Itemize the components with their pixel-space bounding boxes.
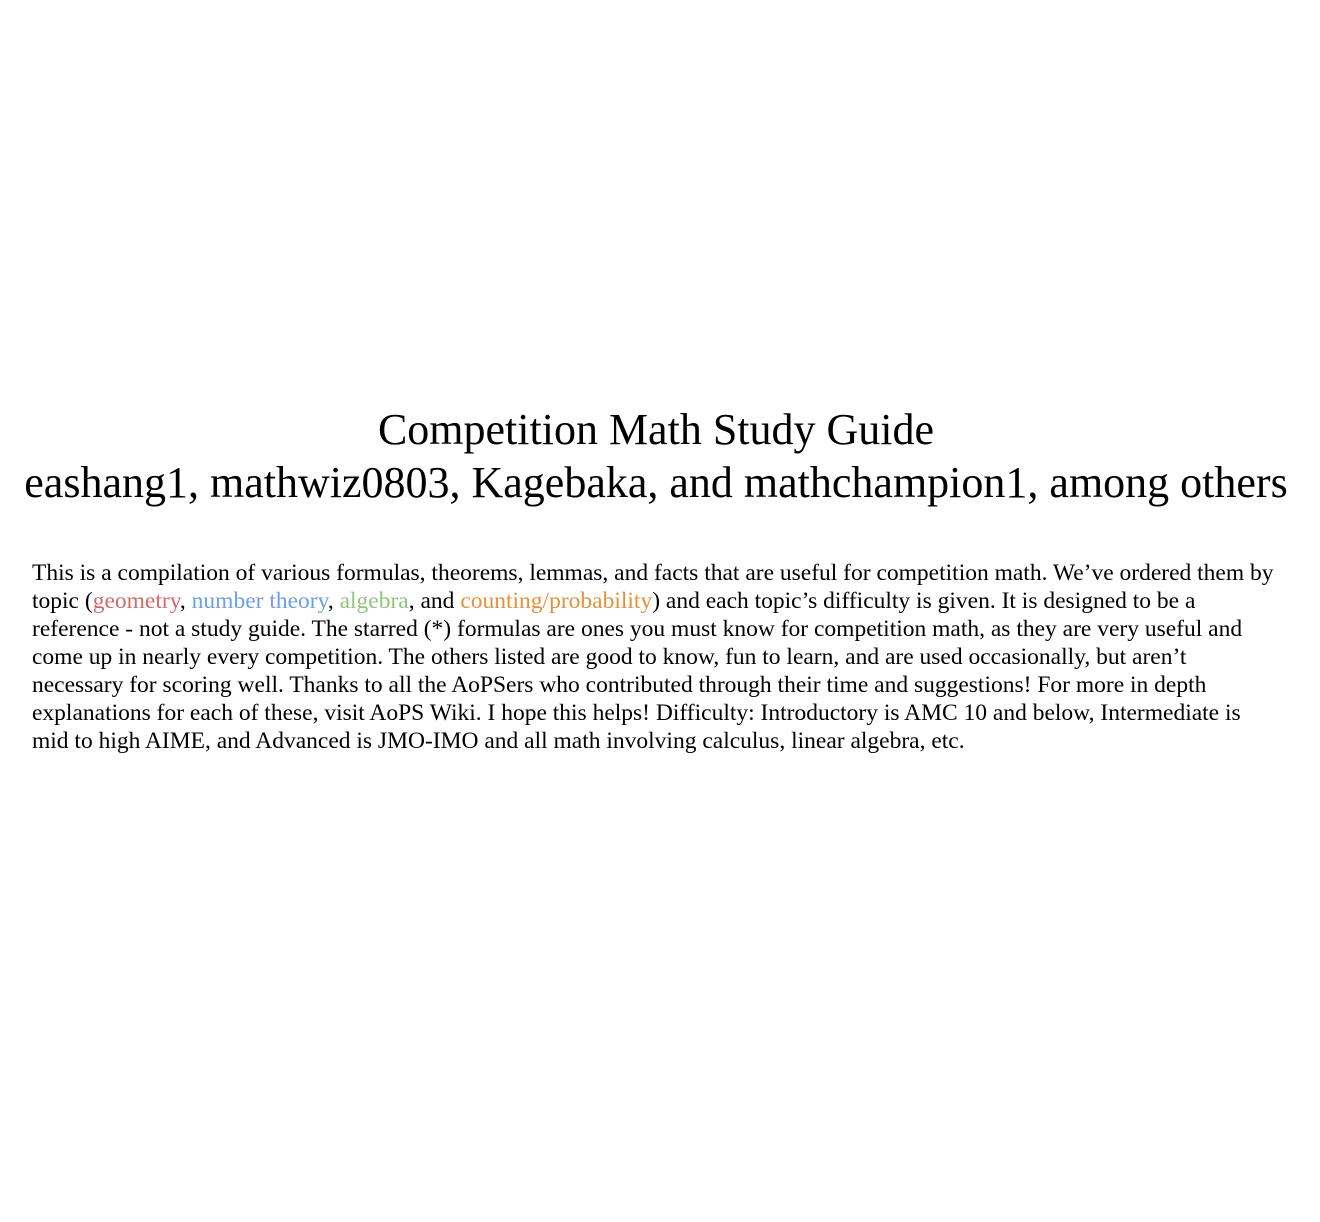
intro-paragraph xyxy=(32,559,1280,755)
topic-counting-probability: counting/probability xyxy=(460,588,653,614)
intro-text-end: ) and each topic’s difficulty is given. It is designed to be a reference - not a study guide. The starred (*) formulas are ones you must know for competition math, as they are very useful and come up in nearly every competition. The others listed are good to know, fun to learn, and are used occasionally, but aren’t necessary for scoring well. Thanks to all the AoPSers who contributed through their time and suggestions! For more in depth explanations for each of these, visit AoPS Wiki. I hope this helps! Difficulty: Introductory is AMC 10 and below, Intermediate is mid to high AIME, and Advanced is JMO-IMO and all math involving calculus, linear algebra, etc. xyxy=(32,588,1243,754)
topic-number-theory: number theory xyxy=(191,588,328,614)
document-title: Competition Math Study Guide xyxy=(377,405,935,454)
separator: , xyxy=(179,588,192,614)
intro-text-start: This is a compilation of various formulas, theorems, lemmas, and facts that are useful for competition math. We’ve ordered them by topic ( xyxy=(32,560,1274,614)
document-authors: eashang1, mathwiz0803, Kagebaka, and mathchampion1, among others xyxy=(24,458,1288,507)
topic-algebra: algebra xyxy=(339,588,409,614)
topic-geometry: geometry xyxy=(92,588,180,614)
separator: , xyxy=(327,588,340,614)
separator: , and xyxy=(408,588,461,614)
title-block xyxy=(0,403,1312,509)
